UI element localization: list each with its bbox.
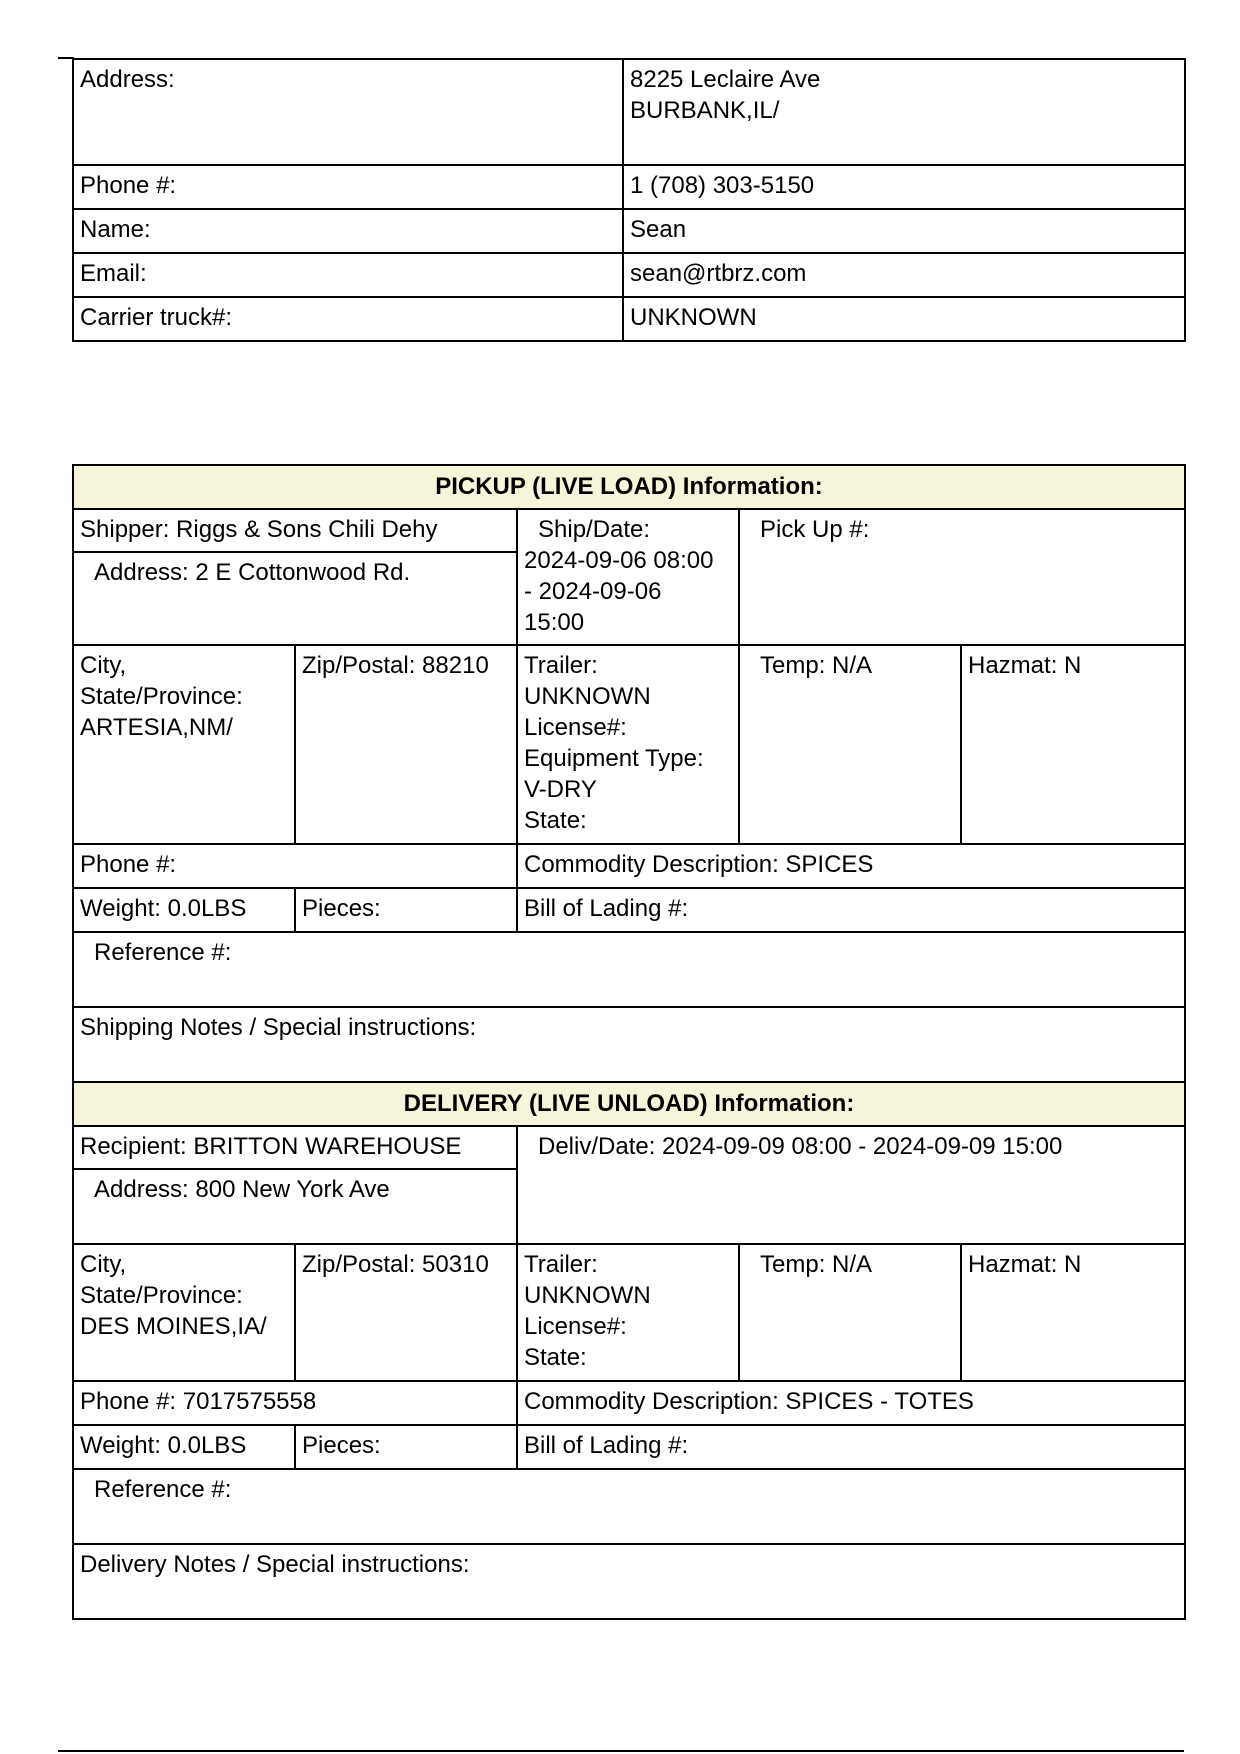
carrier-email-value: sean@rtbrz.com: [623, 253, 1185, 297]
pickup-temp: Temp: N/A: [739, 645, 961, 844]
delivery-hazmat: Hazmat: N: [961, 1244, 1185, 1381]
delivery-section-header: DELIVERY (LIVE UNLOAD) Information:: [73, 1082, 1185, 1126]
delivery-zip: Zip/Postal: 50310: [295, 1244, 517, 1381]
pickup-ship-date-label: Ship/Date:: [538, 516, 651, 543]
pickup-phone: Phone #:: [73, 844, 517, 888]
pickup-reference: Reference #:: [73, 932, 1185, 1007]
pickup-shipping-notes: Shipping Notes / Special instructions:: [73, 1007, 1185, 1082]
delivery-city: City, State/Province: DES MOINES,IA/: [73, 1244, 295, 1381]
bottom-rule: [58, 1750, 1184, 1752]
load-info-table: [72, 464, 1186, 1620]
delivery-recipient: Recipient: BRITTON WAREHOUSE: [73, 1126, 517, 1169]
pickup-shipper: Shipper: Riggs & Sons Chili Dehy: [73, 509, 517, 552]
pickup-ship-date: [517, 509, 739, 645]
carrier-address-line2: BURBANK,IL/: [630, 97, 780, 124]
carrier-phone-label: Phone #:: [73, 165, 623, 209]
delivery-temp: Temp: N/A: [739, 1244, 961, 1381]
delivery-address: Address: 800 New York Ave: [73, 1169, 517, 1244]
delivery-pieces: Pieces:: [295, 1425, 517, 1469]
delivery-trailer: Trailer: UNKNOWN License#: State:: [517, 1244, 739, 1381]
pickup-weight: Weight: 0.0LBS: [73, 888, 295, 932]
delivery-bill-of-lading: Bill of Lading #:: [517, 1425, 1185, 1469]
pickup-zip: Zip/Postal: 88210: [295, 645, 517, 844]
carrier-phone-value: 1 (708) 303-5150: [623, 165, 1185, 209]
pickup-hazmat: Hazmat: N: [961, 645, 1185, 844]
delivery-commodity: Commodity Description: SPICES - TOTES: [517, 1381, 1185, 1425]
pickup-city: City, State/Province: ARTESIA,NM/: [73, 645, 295, 844]
carrier-email-label: Email:: [73, 253, 623, 297]
carrier-address-value: [623, 59, 1185, 165]
pickup-commodity: Commodity Description: SPICES: [517, 844, 1185, 888]
pickup-number: Pick Up #:: [739, 509, 1185, 645]
pickup-section-header: PICKUP (LIVE LOAD) Information:: [73, 465, 1185, 509]
carrier-truck-value: UNKNOWN: [623, 297, 1185, 341]
delivery-phone: Phone #: 7017575558: [73, 1381, 517, 1425]
delivery-reference: Reference #:: [73, 1469, 1185, 1544]
carrier-address-label: Address:: [73, 59, 623, 165]
delivery-notes: Delivery Notes / Special instructions:: [73, 1544, 1185, 1619]
pickup-pieces: Pieces:: [295, 888, 517, 932]
pickup-ship-date-value: 2024-09-06 08:00 - 2024-09-06 15:00: [524, 547, 714, 636]
carrier-name-label: Name:: [73, 209, 623, 253]
carrier-truck-label: Carrier truck#:: [73, 297, 623, 341]
carrier-address-line1: 8225 Leclaire Ave: [630, 66, 821, 93]
pickup-address: Address: 2 E Cottonwood Rd.: [73, 552, 517, 645]
pickup-trailer: Trailer: UNKNOWN License#: Equipment Type: V-DRY State:: [517, 645, 739, 844]
pickup-bill-of-lading: Bill of Lading #:: [517, 888, 1185, 932]
carrier-name-value: Sean: [623, 209, 1185, 253]
delivery-weight: Weight: 0.0LBS: [73, 1425, 295, 1469]
carrier-info-table: [72, 58, 1186, 342]
delivery-date: Deliv/Date: 2024-09-09 08:00 - 2024-09-09 15:00: [517, 1126, 1185, 1244]
